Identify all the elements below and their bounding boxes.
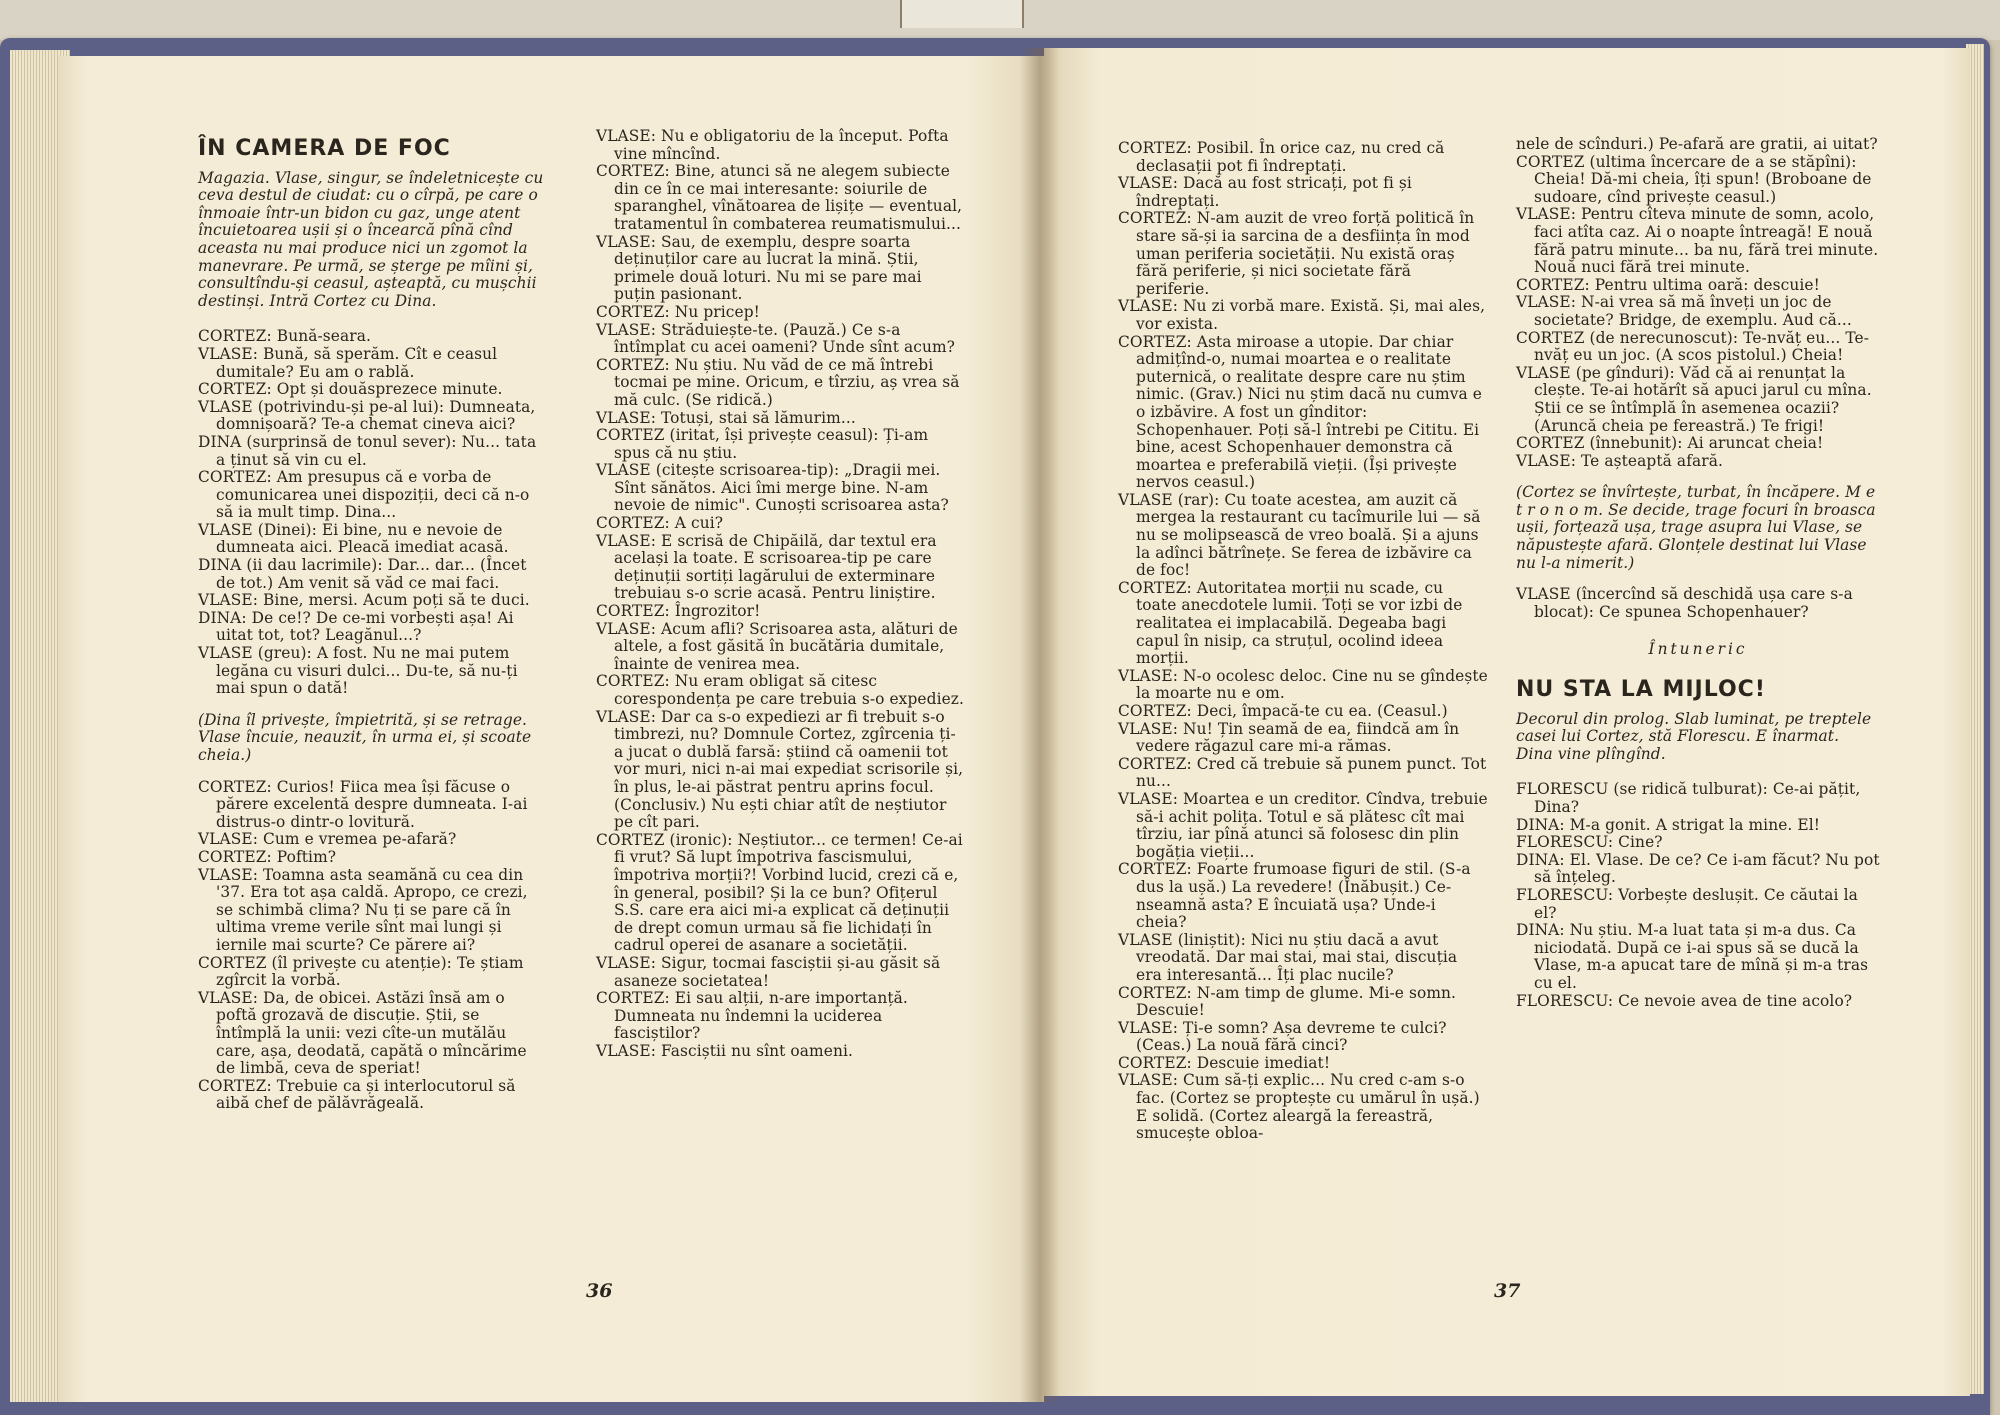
- dialogue-line: CORTEZ: N-am auzit de vreo forță politică în stare să-și ia sarcina de a desființa în mod uman periferia societății. Nu există oraș fără periferie, și nici societate fără periferie.: [1118, 209, 1475, 298]
- dialogue-line: DINA (surprinsă de tonul sever): Nu... tata a ținut să vin cu el.: [198, 432, 537, 469]
- dialogue-line: DINA: El. Vlase. De ce? Ce i-am făcut? Nu pot să înțeleg.: [1516, 850, 1880, 887]
- dialogue-line: VLASE: Da, de obicei. Astăzi însă am o poftă grozavă de discuție. Știi, se întîmplă la unii: vezi cîte-un mutălău care, așa, deodată, capătă o mîncărime de limbă, ceva de speriat!: [198, 988, 527, 1078]
- dialogue-line: CORTEZ: Autoritatea morții nu scade, cu toate anecdotele lumii. Toți se vor izbi de realitatea ei implacabilă. Degeaba bagi capul în nisip, ca struțul, ocolind ideea morții.: [1118, 578, 1463, 668]
- dialogue-line: VLASE: Cum e vremea pe-afară?: [198, 830, 457, 849]
- dialogue-line: CORTEZ: Ei sau alții, n-are importanță. Dumneata nu îndemni la uciderea fasciștilor?: [596, 989, 908, 1043]
- dialogue-line: CORTEZ: Nu pricep!: [596, 302, 760, 321]
- left-column-2: [596, 128, 964, 1060]
- dialogue-line: CORTEZ: Descuie imediat!: [1118, 1053, 1331, 1072]
- page-number: 36: [586, 1280, 613, 1302]
- dialogue-line: DINA: Nu știu. M-a luat tata și m-a dus. Ca niciodată. După ce i-ai spus să se ducă la Vlase, m-a apucat tare de mînă și m-a tras cu el.: [1516, 921, 1869, 992]
- dialogue-line: VLASE (potrivindu-și pe-al lui): Dumneata, domnișoară? Te-a chemat cineva aici?: [198, 397, 536, 434]
- dialogue-line: VLASE: Moartea e un creditor. Cîndva, trebuie să-i achit polița. Totul e să plătesc cît mai tîrziu, iar pînă atunci să folosesc din plin bogăția vieții...: [1118, 789, 1488, 861]
- dialogue-line: CORTEZ: A cui?: [596, 514, 724, 533]
- dialogue-line: CORTEZ: Bună-seara.: [198, 327, 372, 346]
- dialogue-line: FLORESCU: Ce nevoie avea de tine acolo?: [1516, 991, 1853, 1010]
- dialogue-line: VLASE: E scrisă de Chipăilă, dar textul era același la toate. E scrisoarea-tip pe care deținuții sortiți lagărului de exterminare trebuiau s-o scrie acasă. Pentru liniștire.: [596, 531, 937, 603]
- dialogue-line: CORTEZ: Curios! Fiica mea își făcuse o părere excelentă despre dumneata. I-ai distrus-o dintr-o lovitură.: [198, 777, 528, 831]
- dialogue-line: CORTEZ (ultima încercare de a se stăpîni): Cheia! Dă-mi cheia, îți spun! (Broboane de sudoare, cînd privește ceasul.): [1516, 152, 1872, 206]
- scene-heading: NU STA LA MIJLOC!: [1516, 677, 1766, 703]
- dialogue-line: VLASE: Acum afli? Scrisoarea asta, alături de altele, a fost găsită în bucătăria dumitale, înainte de venirea mea.: [596, 619, 958, 673]
- left-column-1: [198, 136, 548, 1113]
- dialogue-line: CORTEZ: Nu știu. Nu văd de ce mă întrebi tocmai pe mine. Oricum, e tîrziu, aș vrea să mă culc. (Se ridică.): [596, 355, 960, 409]
- dialogue-line: VLASE: Ți-e somn? Așa devreme te culci? (Ceas.) La nouă fără cinci?: [1118, 1018, 1447, 1055]
- dialogue-line: DINA: M-a gonit. A strigat la mine. El!: [1516, 815, 1821, 834]
- dialogue-line: CORTEZ: Asta miroase a utopie. Dar chiar admițînd-o, numai moartea e o realitate puternică, o realitate despre care nu știm nimic. (Grav.) Nici nu știm dacă nu cumva e o izbăvire. A fost un gînditor: Schopenhauer. Poți să-l întrebi pe Cititu. Ei bine, acest Schopenhauer demonstra că moartea e preferabilă vieții. (Își privește nervos ceasul.): [1118, 332, 1483, 492]
- dialogue-line: CORTEZ: Trebuie ca și interlocutorul să aibă chef de pălăvrăgeală.: [198, 1076, 516, 1113]
- dialogue-line: VLASE: Bună, să sperăm. Cît e ceasul dumitale? Eu am o rablă.: [198, 344, 498, 381]
- dialogue-line: VLASE: Toamna asta seamănă cu cea din '37. Era tot așa caldă. Apropo, ce crezi, se schimbă clima? Nu ți se pare că în ultima vreme verile sînt mai lungi și iernile mai scurte? Ce părere ai?: [198, 865, 528, 954]
- page-number: 37: [1494, 1280, 1521, 1302]
- dialogue-line: VLASE: Fasciștii nu sînt oameni.: [596, 1041, 853, 1060]
- dialogue-line: CORTEZ: Posibil. În orice caz, nu cred că declasații pot fi îndreptați.: [1118, 139, 1445, 175]
- dialogue-line: CORTEZ: Foarte frumoase figuri de stil. (S-a dus la ușă.) La revedere! (Înăbușit.) Ce-nseamnă asta? E încuiată ușa? Unde-i cheia?: [1118, 860, 1471, 932]
- right-page: [1044, 48, 1970, 1396]
- dialogue-line: VLASE (rar): Cu toate acestea, am auzit că mergea la restaurant cu tacîmurile lui — să nu se molipsească de vreo boală. Și a ajuns la adînci bătrînețe. Se ferea de izbăvire ca de foc!: [1118, 490, 1481, 580]
- dialogue-line: CORTEZ: Opt și douăsprezece minute.: [198, 380, 503, 399]
- scene-intro: Decorul din prolog. Slab luminat, pe treptele casei lui Cortez, stă Florescu. E înarmat. Dina vine plîngînd.: [1516, 709, 1872, 763]
- dialogue-line: FLORESCU: Vorbește deslușit. Ce căutai la el?: [1516, 885, 1858, 922]
- dialogue-line: CORTEZ (înnebunit): Ai aruncat cheia!: [1516, 434, 1824, 453]
- dialogue-line: CORTEZ: Poftim?: [198, 847, 337, 866]
- dialogue-line: FLORESCU (se ridică tulburat): Ce-ai pățit, Dina?: [1516, 780, 1861, 816]
- stage-direction: (Dina îl privește, împietrită, și se retrage. Vlase încuie, neauzit, în urma ei, și scoate cheia.): [198, 710, 532, 764]
- dialogue-line: CORTEZ (de nerecunoscut): Te-nvăț eu... Te-nvăț eu un joc. (A scos pistolul.) Cheia!: [1516, 328, 1870, 365]
- dialogue-line: VLASE: Pentru cîteva minute de somn, acolo, faci atîta caz. Ai o noapte întreagă! E nouă fără patru minute... ba nu, fără trei minute. Nouă nuci fără trei minute.: [1516, 205, 1879, 277]
- dialogue-line: VLASE: Sau, de exemplu, despre soarta deținuților care au lucrat la mină. Știi, primele două loturi. Nu mi se pare mai puțin pasionant.: [596, 232, 922, 304]
- dialogue-line: VLASE (citește scrisoarea-tip): „Dragii mei. Sînt sănătos. Aici îmi merge bine. N-am nevoie de nimic". Cunoști scrisoarea asta?: [596, 461, 949, 515]
- dialogue-line: CORTEZ: Cred că trebuie să punem punct. Tot nu...: [1118, 754, 1487, 791]
- dialogue-line: VLASE (greu): A fost. Nu ne mai putem legăna cu visuri dulci... Du-te, să nu-ți mai spun o dată!: [198, 644, 518, 698]
- scene-heading: ÎN CAMERA DE FOC: [198, 136, 451, 161]
- dialogue-line: VLASE: Nu! Țin seamă de ea, fiindcă am în vedere răgazul care mi-a rămas.: [1118, 719, 1460, 756]
- dialogue-line: VLASE: Sigur, tocmai fasciștii și-au găsit să asaneze societatea!: [596, 953, 941, 990]
- dialogue-line: CORTEZ: Deci, împacă-te cu ea. (Ceasul.): [1118, 702, 1448, 720]
- dialogue-line: VLASE: Bine, mersi. Acum poți să te duci.: [198, 591, 530, 610]
- desk-background: [0, 0, 2000, 40]
- scene-end-marker: Întuneric: [1648, 640, 1748, 659]
- dialogue-line: VLASE: Cum să-ți explic... Nu cred c-am s-o fac. (Cortez se proptește cu umărul în ușă.) E solidă. (Cortez aleargă la fereastră, smucește obloa-: [1118, 1071, 1480, 1143]
- dialogue-line: CORTEZ: Nu eram obligat să citesc corespondența pe care trebuia s-o expediez.: [596, 672, 965, 708]
- book-gutter: [1020, 48, 1060, 1402]
- dialogue-line: VLASE (pe gînduri): Văd că ai renunțat la clește. Te-ai hotărît să apuci jarul cu mîna. Știi ce se întîmplă în asemenea ocazii? (Aruncă cheia pe fereastră.) Te frigi!: [1516, 363, 1872, 435]
- stage-direction: (Cortez se învîrtește, turbat, în încăpere. M e t r o n o m. Se decide, trage focuri în broasca ușii, forțează ușa, trage asupra lui Vlase, se năpustește afară. Glonțele destinat lui Vlase nu l-a nimerit.): [1516, 483, 1876, 572]
- dialogue-line: nele de scînduri.) Pe-afară are gratii, ai uitat?: [1516, 135, 1878, 153]
- dialogue-line: VLASE (încercînd să deschidă ușa care s-a blocat): Ce spunea Schopenhauer?: [1516, 585, 1853, 621]
- dialogue-line: VLASE: Te așteaptă afară.: [1516, 451, 1723, 470]
- dialogue-line: VLASE (Dinei): Ei bine, nu e nevoie de dumneata aici. Pleacă imediat acasă.: [198, 520, 509, 557]
- dialogue-line: CORTEZ (ironic): Neștiutor... ce termen! Ce-ai fi vrut? Să lupt împotriva fascismului, împotriva morții?! Vorbind lucid, crezi că e, în general, posibil? Și la ce bun? Ofițerul S.S. care era aici mi-a explicat că deținuții de drept comun urmau să fie lichidați în cadrul operei de asanare a societății.: [596, 830, 963, 955]
- scene-intro: Magazia. Vlase, singur, se îndeletnicește cu ceva destul de ciudat: cu o cîrpă, pe care o înmoaie într-un bidon cu gaz, unge atent încuietoarea ușii și o încearcă pînă cînd aceasta nu mai produce nici un zgomot la manevrare. Pe urmă, se șterge pe mîini și, consultîndu-și ceasul, așteaptă, cu mușchii destinși. Intră Cortez cu Dina.: [198, 168, 544, 310]
- dialogue-line: VLASE: N-o ocolesc deloc. Cine nu se gîndește la moarte nu e om.: [1118, 666, 1488, 703]
- dialogue-line: CORTEZ: Îngrozitor!: [596, 602, 761, 621]
- dialogue-line: CORTEZ (iritat, își privește ceasul): Ți-am spus că nu știu.: [596, 426, 929, 462]
- dialogue-line: VLASE (liniștit): Nici nu știu dacă a avut vreodată. Dar mai stai, mai stai, discuția era interesantă... Îți plac nucile?: [1118, 930, 1458, 984]
- dialogue-line: VLASE: Totuși, stai să lămurim...: [596, 408, 856, 427]
- dialogue-line: VLASE: Dacă au fost stricați, pot fi și îndreptați.: [1118, 174, 1412, 210]
- dialogue-line: CORTEZ: Am presupus că e vorba de comunicarea unei dispoziții, deci că n-o să ia mult timp. Dina...: [198, 468, 530, 522]
- dialogue-line: CORTEZ: Bine, atunci să ne alegem subiecte din ce în ce mai interesante: soiurile de sparanghel, vînătoarea de lișițe — eventual, tratamentul în combaterea reumatismului...: [596, 162, 963, 233]
- dialogue-line: VLASE: N-ai vrea să mă înveți un joc de societate? Bridge, de exemplu. Aud că...: [1516, 293, 1852, 329]
- dialogue-line: VLASE: Străduiește-te. (Pauză.) Ce s-a întîmplat cu acei oameni? Unde sînt acum?: [596, 320, 956, 357]
- dialogue-line: VLASE: Dar ca s-o expediezi ar fi trebuit s-o timbrezi, nu? Domnule Cortez, zgîrcenia ți-a jucat o dublă farsă: știind că oamenii tot vor muri, nici n-ai mai expediat scrisorile și, în plus, le-ai păstrat pentru aprins focul. (Conclusiv.) Nu ești chiar atît de neștiutor pe cît pari.: [596, 707, 964, 832]
- dialogue-line: DINA (ii dau lacrimile): Dar... dar... (Încet de tot.) Am venit să văd ce mai faci.: [198, 556, 527, 592]
- dialogue-line: CORTEZ: Pentru ultima oară: descuie!: [1516, 275, 1820, 294]
- left-page: [58, 56, 1044, 1402]
- dialogue-line: VLASE: Nu e obligatoriu de la început. Pofta vine mîncînd.: [596, 127, 949, 163]
- dialogue-line: VLASE: Nu zi vorbă mare. Există. Și, mai ales, vor exista.: [1118, 297, 1486, 333]
- book-spine-notch: [900, 0, 1024, 28]
- dialogue-line: CORTEZ (îl privește cu atenție): Te știam zgîrcit la vorbă.: [198, 953, 524, 990]
- dialogue-line: FLORESCU: Cine?: [1516, 833, 1663, 852]
- right-column-2: [1516, 136, 1880, 1010]
- dialogue-line: CORTEZ: N-am timp de glume. Mi-e somn. Descuie!: [1118, 983, 1457, 1020]
- right-column-1: [1118, 140, 1488, 1143]
- dialogue-line: DINA: De ce!? De ce-mi vorbești așa! Ai uitat tot, tot? Leagănul...?: [198, 608, 514, 645]
